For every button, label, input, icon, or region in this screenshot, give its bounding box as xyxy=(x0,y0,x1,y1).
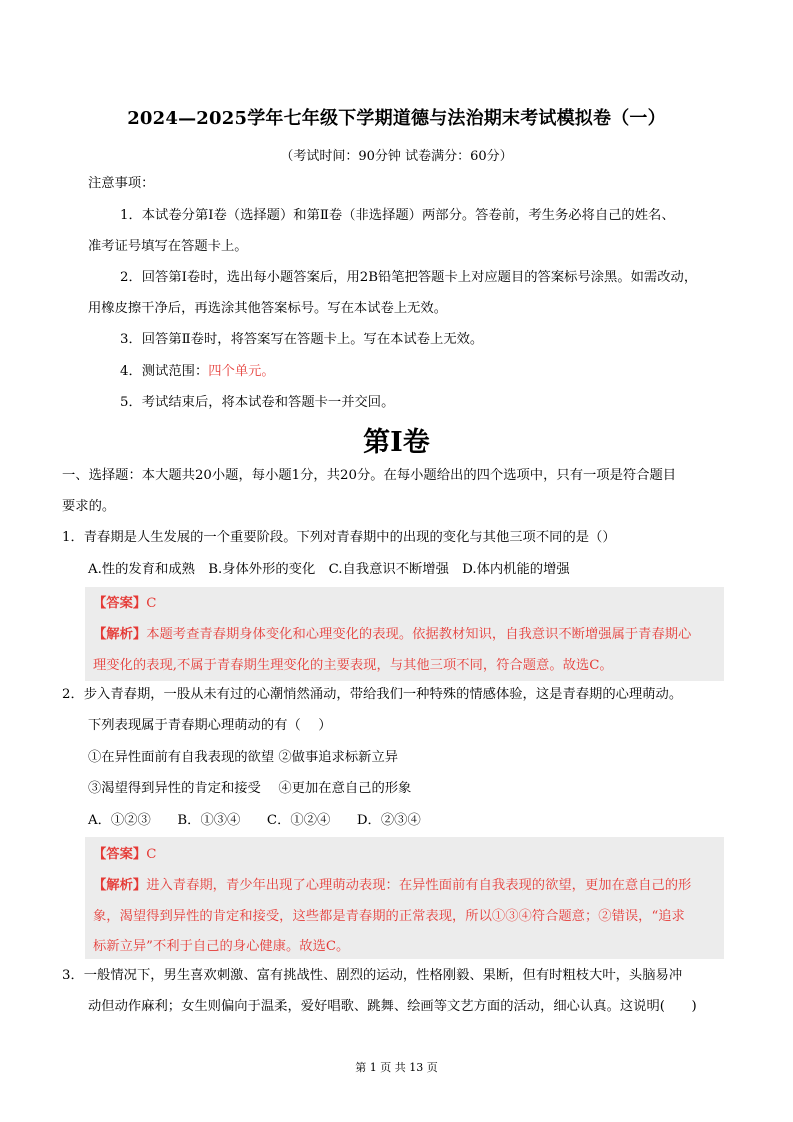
analysis-label: 【解析】 xyxy=(93,878,147,893)
question-2-analysis-line-1 xyxy=(93,874,691,893)
question-2-answer xyxy=(93,843,156,862)
question-1-answer-box xyxy=(85,587,724,681)
question-2-answer-box xyxy=(85,837,724,959)
question-1-analysis-line-1 xyxy=(93,623,691,642)
notice-item-3: 3．回答第Ⅱ卷时，将答案写在答题卡上。写在本试卷上无效。 xyxy=(120,332,484,347)
answer-label: 【答案】 xyxy=(93,847,147,862)
question-1-analysis-line-2: 理变化的表现,不属于青春期生理变化的主要表现，与其他三项不同，符合题意。故选C。 xyxy=(93,658,613,673)
question-2-analysis-line-3: 标新立异”不利于自己的身心健康。故选C。 xyxy=(93,939,350,954)
question-1-stem: 1．青春期是人生发展的一个重要阶段。下列对青春期中的出现的变化与其他三项不同的是（） xyxy=(62,530,616,545)
answer-value: C xyxy=(146,847,157,862)
question-1-options: A.性的发育和成熟 B.身体外形的变化 C.自我意识不断增强 D.体内机能的增强 xyxy=(88,562,570,577)
section-instruction-line-2: 要求的。 xyxy=(62,499,116,514)
section-title: 第Ⅰ卷 xyxy=(363,427,430,458)
analysis-text: 本题考查青春期身体变化和心理变化的表现。依据教材知识，自我意识不断增强属于青春期心 xyxy=(146,627,692,642)
question-3-stem-line-1: 3．一般情况下，男生喜欢刺激、富有挑战性、剧烈的运动，性格刚毅、果断，但有时粗枝大叶，头脑易冲 xyxy=(62,968,683,983)
notice-heading: 注意事项： xyxy=(88,176,155,191)
notice-item-2-line-1: 2．回答第Ⅰ卷时，选出每小题答案后，用2B铅笔把答题卡上对应题目的答案标号涂黑。如需改动， xyxy=(120,270,698,285)
question-1-answer xyxy=(93,592,156,611)
question-2-stem-line-2: 下列表现属于青春期心理萌动的有（ ） xyxy=(88,718,332,733)
question-2-statements-line-2: ③渴望得到异性的肯定和接受 ④更加在意自己的形象 xyxy=(88,781,412,796)
question-2-options: A．①②③ B．①③④ C．①②④ D．②③④ xyxy=(88,813,421,828)
answer-value: C xyxy=(146,596,157,611)
page-number: 第 1 页 共 13 页 xyxy=(355,1061,438,1074)
question-2-analysis-line-2: 象，渴望得到异性的肯定和接受，这些都是青春期的正常表现，所以①③④符合题意；②错误，“追求 xyxy=(93,909,685,924)
section-instruction-line-1: 一、选择题：本大题共20小题，每小题1分，共20分。在每小题给出的四个选项中，只有一项是符合题目 xyxy=(62,468,677,483)
analysis-text: 进入青春期，青少年出现了心理萌动表现：在异性面前有自我表现的欲望，更加在意自己的形 xyxy=(146,878,692,893)
notice-item-4 xyxy=(120,362,275,382)
question-2-statements-line-1: ①在异性面前有自我表现的欲望 ②做事追求标新立异 xyxy=(88,750,399,765)
exam-title: 2024—2025学年七年级下学期道德与法治期末考试模拟卷（一） xyxy=(127,108,666,129)
test-scope-highlight: 四个单元。 xyxy=(208,364,275,379)
exam-subtitle: （考试时间：90分钟 试卷满分：60分） xyxy=(280,149,513,164)
notice-item-2-line-2: 用橡皮擦干净后，再选涂其他答案标号。写在本试卷上无效。 xyxy=(88,301,448,316)
notice-item-1-line-1: 1．本试卷分第Ⅰ卷（选择题）和第Ⅱ卷（非选择题）两部分。答卷前，考生务必将自己的姓名、 xyxy=(120,208,675,223)
answer-label: 【答案】 xyxy=(93,596,147,611)
analysis-label: 【解析】 xyxy=(93,627,147,642)
notice-item-4-prefix: 4．测试范围： xyxy=(120,364,209,379)
question-2-stem-line-1: 2．步入青春期，一股从未有过的心潮悄然涌动，带给我们一种特殊的情感体验，这是青春期的心理萌动。 xyxy=(62,687,683,702)
notice-item-1-line-2: 准考证号填写在答题卡上。 xyxy=(88,239,248,254)
question-3-stem-line-2: 动但动作麻利；女生则偏向于温柔，爱好唱歌、跳舞、绘画等文艺方面的活动，细心认真。这说明( ) xyxy=(88,999,697,1014)
notice-item-5: 5．考试结束后，将本试卷和答题卡一并交回。 xyxy=(120,395,395,410)
